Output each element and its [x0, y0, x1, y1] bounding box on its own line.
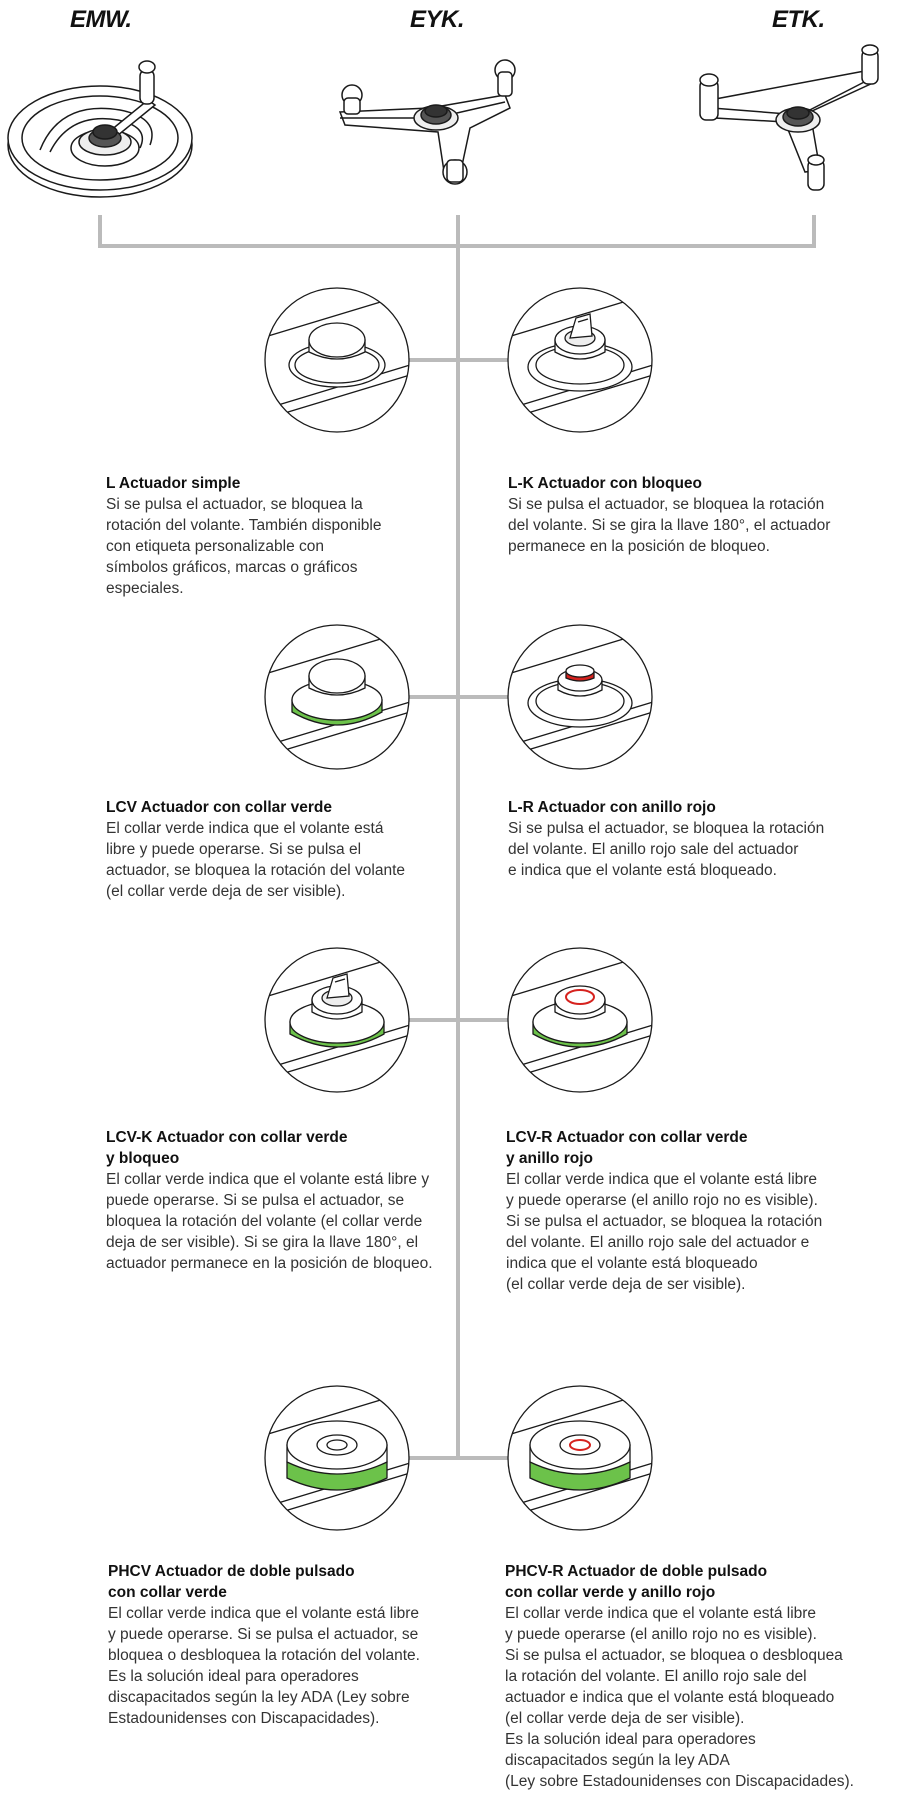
desc-l-text: Si se pulsa el actuador, se bloquea la rotación del volante. También disponible con etiqueta personalizable con símbolos gráficos, marcas o gráficos especiales.: [106, 496, 382, 597]
desc-l-title: L Actuador simple: [106, 475, 241, 492]
actuator-lcv-r-illustration: [498, 948, 663, 1092]
desc-l: [106, 473, 466, 599]
model-title-eyk: EYK.: [410, 6, 465, 33]
desc-l-k-title: L-K Actuador con bloqueo: [508, 475, 703, 492]
desc-l-r-title: L-R Actuador con anillo rojo: [508, 799, 716, 816]
desc-phcv-r-text: El collar verde indica que el volante está libre y puede operarse (el anillo rojo no es visible). Si se pulsa el actuador, se bloquea o desbloquea la rotación del volante. El anillo rojo sale del actuador e indica que el volante está bloqueado (el collar verde deja de ser visible). Es la solución ideal para operadores discapacitados según la ley ADA (Ley sobre Estadounidenses con Discapacidades).: [505, 1605, 854, 1790]
actuator-lcv-k-illustration: [255, 948, 420, 1092]
etk-handwheel-illustration: [700, 45, 878, 190]
desc-lcv-text: El collar verde indica que el volante está libre y puede operarse. Si se pulsa el actuador, se bloquea la rotación del volante (el collar verde deja de ser visible).: [106, 820, 406, 900]
desc-lcv-r: [506, 1127, 866, 1295]
actuator-phcv-illustration: [255, 1386, 420, 1530]
desc-phcv-r: [505, 1561, 895, 1792]
desc-l-k: [508, 473, 868, 557]
actuator-lcv-illustration: [255, 625, 420, 769]
desc-phcv: [108, 1561, 468, 1729]
desc-l-r-text: Si se pulsa el actuador, se bloquea la rotación del volante. El anillo rojo sale del actuador e indica que el volante está bloqueado.: [508, 820, 825, 879]
model-title-etk: ETK.: [772, 6, 825, 33]
desc-l-r: [508, 797, 868, 881]
actuator-l-illustration: [255, 288, 420, 432]
actuator-phcv-r-illustration: [498, 1386, 663, 1530]
desc-l-k-text: Si se pulsa el actuador, se bloquea la rotación del volante. Si se gira la llave 180°, el actuador permanece en la posición de bloqueo.: [508, 496, 831, 555]
desc-lcv-k: [106, 1127, 466, 1274]
emw-handwheel-illustration: [8, 61, 192, 197]
desc-lcv-r-text: El collar verde indica que el volante está libre y puede operarse (el anillo rojo no es visible). Si se pulsa el actuador, se bloquea la rotación del volante. El anillo rojo sale del actuador e indica que el volante está bloqueado (el collar verde deja de ser visible).: [506, 1171, 823, 1293]
desc-lcv: [106, 797, 466, 902]
eyk-handwheel-illustration: [340, 60, 515, 184]
desc-lcv-k-text: El collar verde indica que el volante está libre y puede operarse. Si se pulsa el actuador, se bloquea la rotación del volante (el collar verde deja de ser visible). Si se gira la llave 180°, el actuador permanece en la posición de bloqueo.: [106, 1171, 433, 1272]
actuator-l-k-illustration: [498, 288, 663, 432]
desc-phcv-r-title: PHCV-R Actuador de doble pulsado con collar verde y anillo rojo: [505, 1563, 768, 1601]
desc-lcv-r-title: LCV-R Actuador con collar verde y anillo rojo: [506, 1129, 748, 1167]
desc-phcv-title: PHCV Actuador de doble pulsado con collar verde: [108, 1563, 355, 1601]
actuator-l-r-illustration: [498, 625, 663, 769]
desc-phcv-text: El collar verde indica que el volante está libre y puede operarse. Si se pulsa el actuador, se bloquea o desbloquea la rotación del volante. Es la solución ideal para operadores discapacitados según la ley ADA (Ley sobre Estadounidenses con Discapacidades).: [108, 1605, 420, 1727]
desc-lcv-k-title: LCV-K Actuador con collar verde y bloqueo: [106, 1129, 348, 1167]
desc-lcv-title: LCV Actuador con collar verde: [106, 799, 332, 816]
model-title-emw: EMW.: [70, 6, 132, 33]
